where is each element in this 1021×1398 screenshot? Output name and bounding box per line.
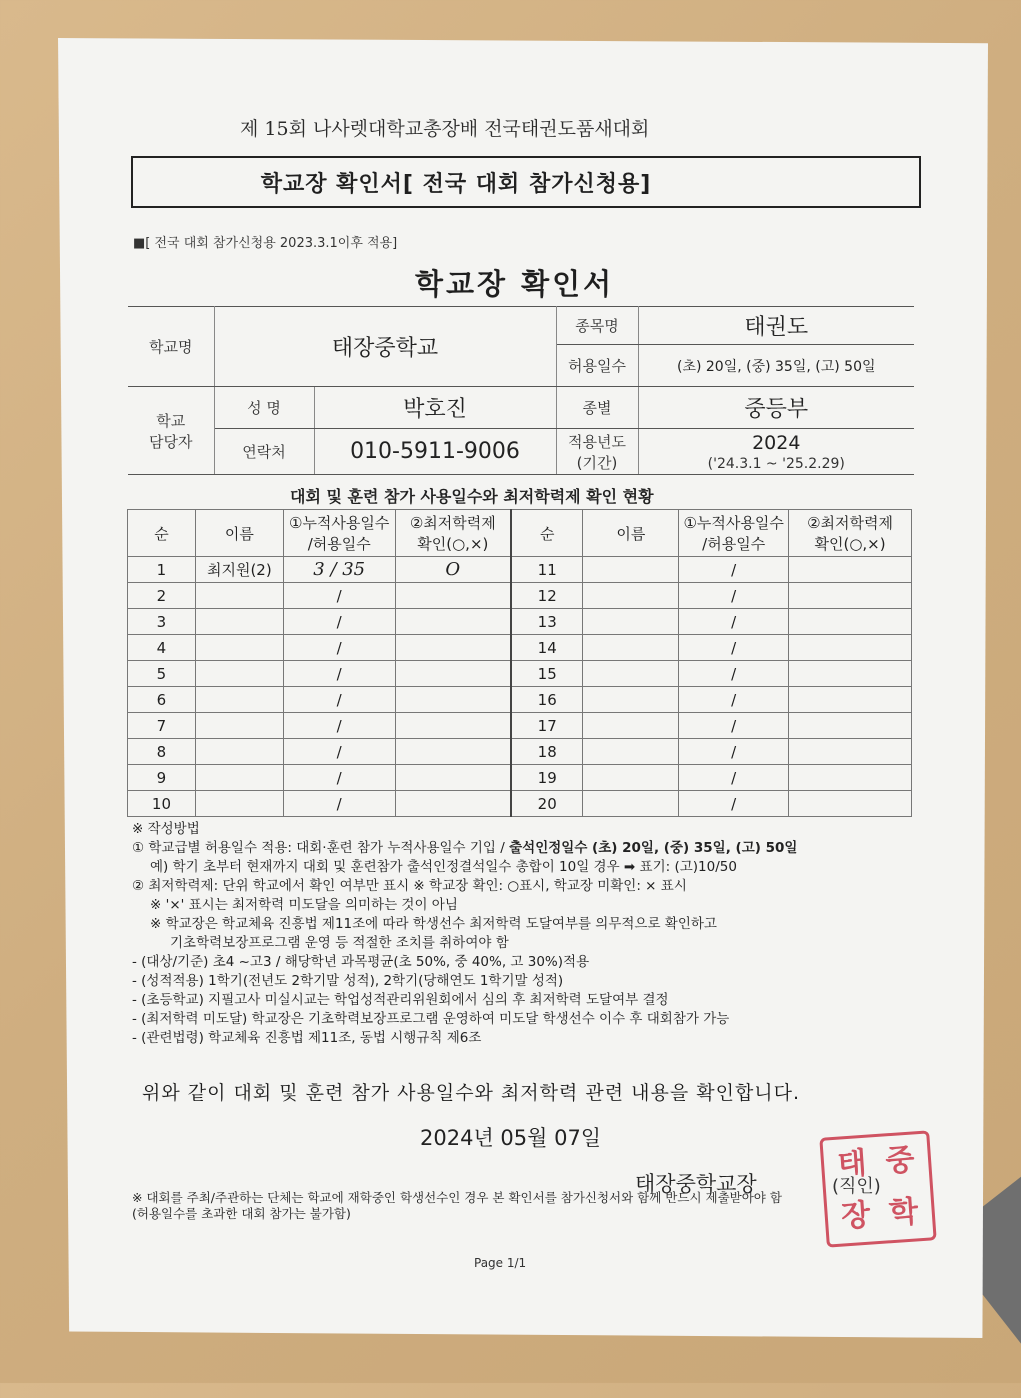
- seal-mark: (직인): [832, 1176, 881, 1197]
- cell-check: [395, 609, 511, 635]
- year-label-2: (기간): [576, 453, 618, 472]
- cell-name: [195, 583, 283, 609]
- cell-check: [789, 791, 912, 817]
- cell-check: [789, 687, 912, 713]
- period-value: ('24.3.1 ~ '25.2.29): [707, 455, 845, 472]
- cell-check: O: [395, 557, 511, 583]
- cell-days: /: [679, 713, 789, 739]
- header-days-2: /허용일수: [307, 535, 371, 553]
- note-line-2: 예) 학기 초부터 현재까지 대회 및 훈련참가 출석인정결석일수 총합이 10일 경우 ➡ 표기: (고)10/50: [150, 859, 737, 875]
- seal-char-4: 학: [888, 1194, 920, 1232]
- note-line-1b: 출석인정일수 (초) 20일, (중) 35일, (고) 50일: [509, 840, 798, 856]
- note-line-8: - (성적적용) 1학기(전년도 2학기말 성적), 2학기(당해연도 1학기말 성적): [132, 973, 564, 989]
- cell-no: 10: [128, 791, 196, 817]
- cell-name: [583, 791, 679, 817]
- event-value: 태권도: [638, 307, 914, 345]
- header-no: 순: [128, 510, 196, 557]
- cell-days: /: [283, 765, 395, 791]
- header-name-2: 이름: [583, 510, 679, 557]
- header-check-1: ②최저학력제: [409, 514, 496, 532]
- cell-check: [789, 765, 912, 791]
- cell-check: [789, 713, 912, 739]
- confirmation-statement: 위와 같이 대회 및 훈련 참가 사용일수와 최저학력 관련 내용을 확인합니다.: [142, 1082, 801, 1104]
- header-days-2b: /허용일수: [702, 535, 766, 553]
- cell-no: 5: [128, 661, 196, 687]
- cell-days: /: [283, 687, 395, 713]
- roster-body: [128, 557, 912, 817]
- cell-no: 9: [128, 765, 196, 791]
- note-line-5: ※ 학교장은 학교체육 진흥법 제11조에 따라 학생선수 최저학력 도달여부를 의무적으로 확인하고: [150, 916, 717, 932]
- year-label-1: 적용년도: [568, 432, 626, 451]
- cell-name: [195, 791, 283, 817]
- cell-name: [583, 713, 679, 739]
- header-check-1b: ②최저학력제: [807, 514, 893, 532]
- cell-check: [789, 739, 912, 765]
- header-days-1b: ①누적사용일수: [683, 514, 784, 532]
- table-row: [128, 791, 912, 817]
- cell-check: [395, 713, 511, 739]
- header-check: [395, 510, 511, 557]
- document-title: 학교장 확인서: [415, 267, 615, 301]
- contact-label-2: 담당자: [149, 432, 193, 451]
- cell-days: /: [679, 661, 789, 687]
- subtitle: ■[ 전국 대회 참가신청용 2023.3.1이후 적용]: [133, 236, 398, 251]
- cell-check: [395, 583, 511, 609]
- cell-name: [583, 739, 679, 765]
- cell-no: 20: [511, 791, 583, 817]
- cell-days: /: [679, 635, 789, 661]
- division-value: 중등부: [638, 387, 914, 429]
- cell-check: [395, 635, 511, 661]
- cell-days: /: [679, 739, 789, 765]
- event-title: 제 15회 나사렛대학교총장배 전국태권도품새대회: [240, 118, 650, 140]
- header-days-1: ①누적사용일수: [289, 514, 390, 532]
- footnote-line-2: (허용일수를 초과한 대회 참가는 불가함): [132, 1206, 351, 1221]
- cell-days: /: [679, 583, 789, 609]
- cell-days: /: [679, 687, 789, 713]
- cell-no: 2: [128, 583, 196, 609]
- allowed-value: (초) 20일, (중) 35일, (고) 50일: [638, 345, 914, 387]
- cell-no: 12: [511, 583, 583, 609]
- footnote-line-1: ※ 대회를 주최/주관하는 단체는 학교에 재학중인 학생선수인 경우 본 확인서를 참가신청서와 함께 반드시 제출받아야 함: [132, 1190, 782, 1205]
- school-value: 태장중학교: [214, 307, 556, 387]
- seal-char-1: 태: [836, 1145, 868, 1183]
- cell-no: 13: [511, 609, 583, 635]
- header-check-2col: [789, 510, 912, 557]
- cell-days: 3 / 35: [283, 557, 395, 583]
- school-label: 학교명: [128, 307, 214, 387]
- cell-name: [583, 765, 679, 791]
- cell-name: [583, 687, 679, 713]
- cell-no: 6: [128, 687, 196, 713]
- cell-name: [195, 739, 283, 765]
- cell-name: 최지원(2): [195, 557, 283, 583]
- contact-label-1: 학교: [156, 411, 186, 430]
- cell-no: 1: [128, 557, 196, 583]
- cell-no: 8: [128, 739, 196, 765]
- notes-heading: ※ 작성방법: [132, 821, 200, 837]
- cell-check: [395, 791, 511, 817]
- cell-no: 19: [511, 765, 583, 791]
- contact-label: [128, 387, 214, 475]
- cell-name: [583, 661, 679, 687]
- cell-check: [789, 635, 912, 661]
- note-line-4: ※ '×' 표시는 최저학력 미도달을 의미하는 것이 아님: [150, 897, 458, 913]
- cell-days: /: [679, 609, 789, 635]
- cell-days: /: [283, 583, 395, 609]
- table-row: [128, 583, 912, 609]
- table-row: [128, 609, 912, 635]
- phone-label: 연락처: [214, 429, 314, 475]
- roster-header: [128, 510, 912, 557]
- cell-days: /: [283, 661, 395, 687]
- issue-date: 2024년 05월 07일: [420, 1126, 602, 1150]
- division-label: 종별: [556, 387, 638, 429]
- cell-check: [395, 739, 511, 765]
- note-line-7: - (대상/기준) 초4 ~고3 / 해당학년 과목평균(초 50%, 중 40%, 고 30%)적용: [132, 954, 590, 970]
- table-row: [128, 661, 912, 687]
- cell-no: 17: [511, 713, 583, 739]
- event-label: 종목명: [556, 307, 638, 345]
- cell-check: [395, 687, 511, 713]
- table-row: [128, 687, 912, 713]
- cell-days: /: [679, 791, 789, 817]
- cell-no: 11: [511, 557, 583, 583]
- page-number: Page 1/1: [474, 1256, 527, 1270]
- cell-name: [583, 609, 679, 635]
- title-box: [131, 156, 921, 208]
- cell-check: [395, 765, 511, 791]
- table-row: [128, 557, 912, 583]
- cell-check: [789, 583, 912, 609]
- name-value: 박호진: [314, 387, 556, 429]
- note-line-3: ② 최저학력제: 단위 학교에서 확인 여부만 표시 ※ 학교장 확인: ○표시, 학교장 미확인: × 표시: [132, 878, 687, 894]
- note-line-1a: ① 학교급별 허용일수 적용: 대회·훈련 참가 누적사용일수 기입 /: [132, 840, 510, 856]
- year-label: [556, 429, 638, 475]
- note-line-9: - (초등학교) 지필고사 미실시교는 학업성적관리위원회에서 심의 후 최저학력 도달여부 결정: [132, 992, 669, 1008]
- phone-value: 010-5911-9006: [314, 429, 556, 475]
- cell-days: /: [679, 765, 789, 791]
- cell-name: [583, 583, 679, 609]
- year-cell: [638, 429, 914, 475]
- cell-check: [395, 661, 511, 687]
- cell-name: [195, 661, 283, 687]
- cell-no: 4: [128, 635, 196, 661]
- cell-days: /: [283, 609, 395, 635]
- header-days: [283, 510, 395, 557]
- cell-days: /: [283, 635, 395, 661]
- cell-no: 3: [128, 609, 196, 635]
- cell-name: [195, 635, 283, 661]
- note-line-11: - (관련법령) 학교체육 진흥법 제11조, 동법 시행규칙 제6조: [132, 1030, 482, 1046]
- cell-no: 18: [511, 739, 583, 765]
- table-row: [128, 713, 912, 739]
- cell-check: [789, 661, 912, 687]
- header-no-2: 순: [511, 510, 583, 557]
- cell-check: [789, 557, 912, 583]
- header-name: 이름: [195, 510, 283, 557]
- allowed-label: 허용일수: [556, 345, 638, 387]
- table-row: [128, 765, 912, 791]
- roster-table: [127, 509, 912, 817]
- note-line-1: [132, 839, 892, 858]
- note-line-6: 기초학력보장프로그램 운영 등 적절한 조치를 취하여야 함: [170, 935, 509, 951]
- seal-char-2: 중: [884, 1142, 916, 1180]
- cell-name: [195, 765, 283, 791]
- cell-name: [195, 609, 283, 635]
- year-value: 2024: [752, 431, 801, 454]
- cell-no: 15: [511, 661, 583, 687]
- header-check-2: 확인(○,×): [417, 535, 489, 553]
- principal-name: 태장중학교장: [635, 1172, 757, 1196]
- cell-name: [195, 687, 283, 713]
- cell-name: [195, 713, 283, 739]
- cell-days: /: [283, 739, 395, 765]
- box-title: 학교장 확인서[ 전국 대회 참가신청용]: [260, 171, 652, 197]
- section-title: 대회 및 훈련 참가 사용일수와 최저학력제 확인 현황: [290, 487, 654, 506]
- header-days-2col: [679, 510, 789, 557]
- cell-check: [789, 609, 912, 635]
- table-row: [128, 739, 912, 765]
- instructions: [132, 820, 892, 1048]
- cell-name: [583, 635, 679, 661]
- name-label: 성 명: [214, 387, 314, 429]
- cell-days: /: [283, 791, 395, 817]
- cell-days: /: [679, 557, 789, 583]
- cell-no: 14: [511, 635, 583, 661]
- seal-char-3: 장: [840, 1197, 872, 1235]
- cell-days: /: [283, 713, 395, 739]
- cell-name: [583, 557, 679, 583]
- cell-no: 7: [128, 713, 196, 739]
- header-check-2b: 확인(○,×): [814, 535, 886, 553]
- note-line-10: - (최저학력 미도달) 학교장은 기초학력보장프로그램 운영하여 미도달 학생선수 이수 후 대회참가 가능: [132, 1011, 730, 1027]
- cell-no: 16: [511, 687, 583, 713]
- info-table: [128, 306, 914, 475]
- table-row: [128, 635, 912, 661]
- footnote: [132, 1190, 902, 1222]
